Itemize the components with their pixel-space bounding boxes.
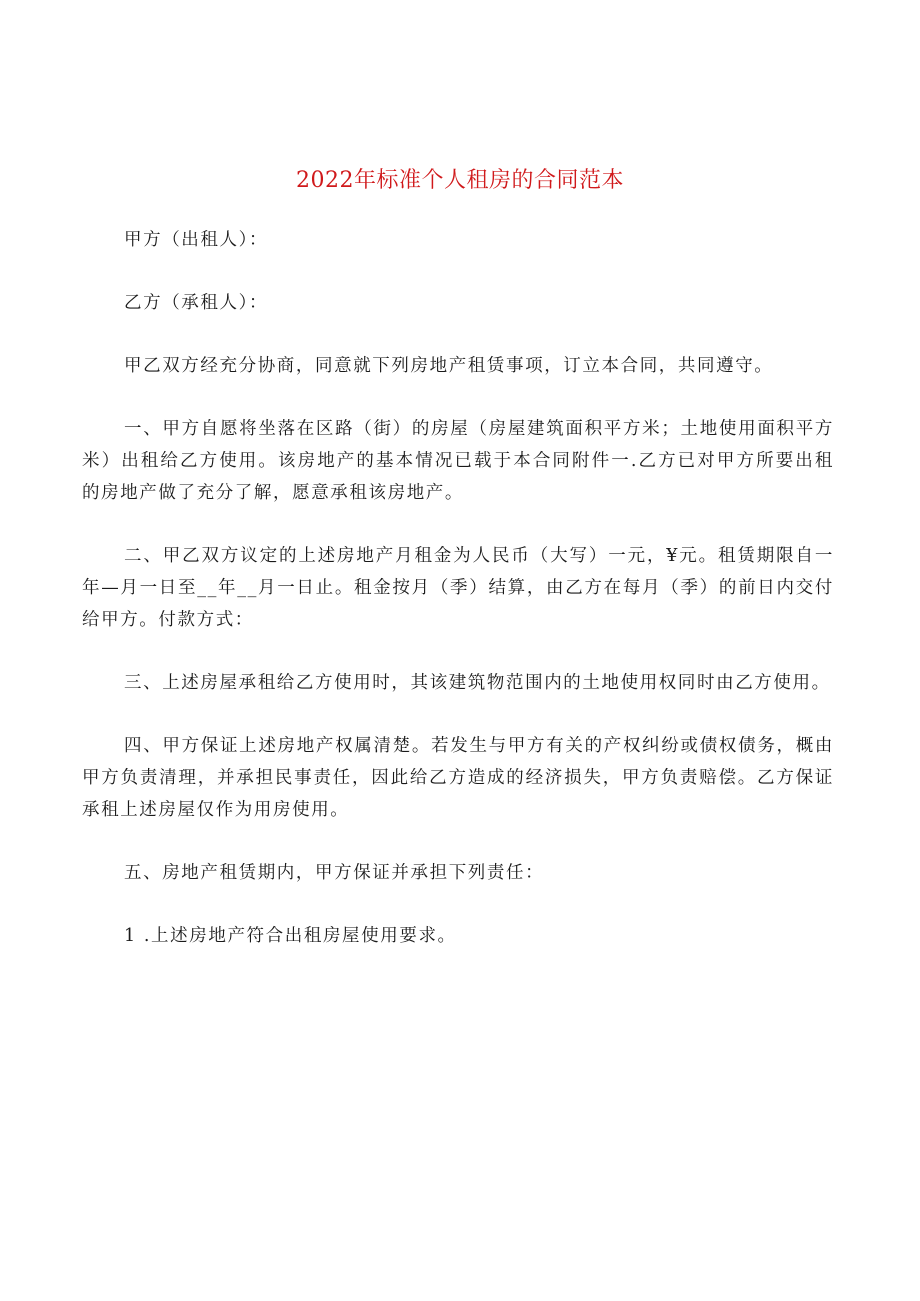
party-a-line: 甲方（出租人）：	[124, 230, 269, 250]
clause-5-paragraph: 五、房地产租赁期内，甲方保证并承担下列责任：	[124, 863, 545, 883]
document-body	[82, 224, 834, 983]
party-b-line: 乙方（承租人）：	[124, 293, 269, 313]
clause-2-paragraph: 二、甲乙双方议定的上述房地产月租金为人民币（大写）一元，¥元。租赁期限自一年—月一日至__年__月一日止。租金按月（季）结算，由乙方在每月（季）的前日内交付给甲方。付款方式：	[82, 546, 834, 630]
clause-3-paragraph: 三、上述房屋承租给乙方使用时，其该建筑物范围内的土地使用权同时由乙方使用。	[124, 673, 831, 693]
preamble-paragraph: 甲乙双方经充分协商，同意就下列房地产租赁事项，订立本合同，共同遵守。	[124, 356, 774, 376]
clause-5-item-1: 1 .上述房地产符合出租房屋使用要求。	[124, 926, 457, 946]
clause-4-paragraph: 四、甲方保证上述房地产权属清楚。若发生与甲方有关的产权纠纷或债权债务，概由甲方负责清理，并承担民事责任，因此给乙方造成的经济损失，甲方负责赔偿。乙方保证承租上述房屋仅作为用房使用。	[82, 736, 834, 820]
document-title: 2022年标准个人租房的合同范本	[296, 168, 624, 193]
clause-1-paragraph: 一、甲方自愿将坐落在区路（街）的房屋（房屋建筑面积平方米；土地使用面积平方米）出租给乙方使用。该房地产的基本情况已载于本合同附件一.乙方已对甲方所要出租的房地产做了充分了解，愿意承租该房地产。	[82, 419, 834, 503]
